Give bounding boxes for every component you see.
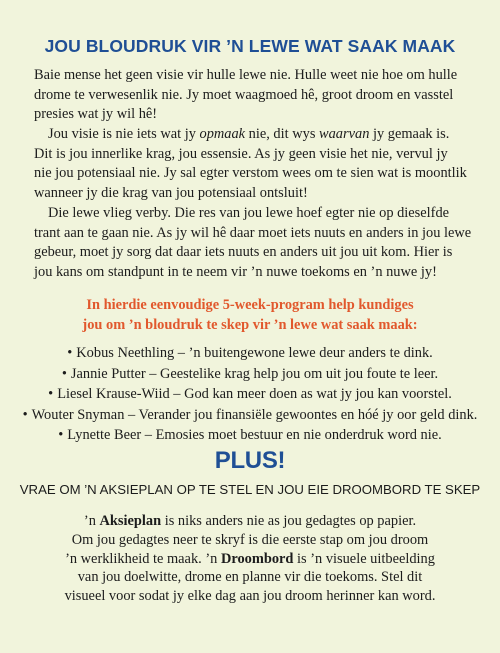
text-line: ’n werklikheid te maak. ’n Droombord is ’n visuele uitbeelding — [65, 550, 435, 567]
text-line: visueel voor sodat jy elke dag aan jou droom herinner kan word. — [64, 588, 436, 605]
speaker-list — [0, 343, 500, 446]
emphasis-text: opmaak — [199, 126, 246, 142]
closing-paragraph — [0, 512, 500, 606]
text-line: van jou doelwitte, drome en planne vir die toekoms. Stel dit — [77, 569, 423, 586]
vision-paragraph — [34, 125, 482, 203]
bullet-icon: • — [58, 427, 64, 444]
highlight-line: jou om ’n bloudruk te skep vir ’n lewe wat saak maak: — [82, 316, 418, 333]
bullet-icon: • — [67, 345, 73, 361]
life-paragraph — [34, 204, 482, 282]
bold-term: Droombord — [220, 550, 294, 567]
bullet-icon: • — [48, 386, 54, 403]
list-item: • Wouter Snyman – Verander jou finansiële gewoontes en hóé jy oor geld dink. — [22, 406, 478, 423]
text-line: Om jou gedagtes neer te skryf is die eerste stap om jou droom — [71, 531, 429, 548]
action-plan-subheading: VRAE OM ’N AKSIEPLAN OP TE STEL EN JOU EIE DROOMBORD TE SKEP — [19, 482, 481, 497]
text-line: trant aan te gaan nie. As jy wil hê daar moet iets nuuts en anders in jou lewe — [34, 224, 472, 241]
list-item: • Kobus Neethling – ’n buitengewone lewe deur anders te dink. — [67, 345, 433, 361]
text-line: presies wat jy wil hê! — [34, 106, 158, 123]
intro-paragraph — [34, 66, 482, 125]
program-highlight — [0, 296, 500, 335]
text-line: Baie mense het geen visie vir hulle lewe nie. Hulle weet nie hoe om hulle — [34, 67, 458, 83]
text-line: jou kans om standpunt in te neem vir ’n nuwe toekoms en ’n nuwe jy! — [34, 263, 437, 280]
plus-heading: PLUS! — [214, 447, 286, 474]
bold-term: Aksieplan — [99, 513, 162, 529]
list-item: • Liesel Krause-Wiid – God kan meer doen as wat jy jou kan voorstel. — [48, 386, 452, 403]
highlight-line: In hierdie eenvoudige 5-week-program help kundiges — [86, 297, 414, 313]
bullet-icon: • — [61, 365, 67, 382]
text-line: Die lewe vlieg verby. Die res van jou lewe hoef egter nie op dieselfde — [48, 205, 450, 221]
text-line: nie jou potensiaal nie. Jy sal egter verstom wees om te sien wat is moontlik — [34, 165, 467, 182]
list-item: • Lynette Beer – Emosies moet bestuur en nie onderdruk word nie. — [58, 427, 442, 444]
text-line: Dit is jou innerlike krag, jou essensie. As jy geen visie het nie, vervul jy — [34, 145, 448, 162]
emphasis-text: waarvan — [319, 126, 370, 142]
bullet-icon: • — [22, 406, 28, 423]
text-line: Jou visie is nie iets wat jy opmaak nie, dit wys waarvan jy gemaak is. — [48, 126, 450, 142]
text-line: gebeur, moet jy sorg dat daar iets nuuts en anders uit jou uit kom. Hier is — [34, 244, 453, 261]
text-line: drome te verwesenlik nie. Jy moet waagmoed hê, groot droom en vasstel — [34, 86, 454, 103]
list-item: • Jannie Putter – Geestelike krag help jou om uit jou foute te leer. — [61, 365, 439, 382]
text-line: ’n Aksieplan is niks anders nie as jou gedagtes op papier. — [83, 513, 417, 529]
text-line: wanneer jy die krag van jou potensiaal ontsluit! — [34, 184, 308, 201]
page-title: JOU BLOUDRUK VIR ’N LEWE WAT SAAK MAAK — [44, 36, 456, 56]
